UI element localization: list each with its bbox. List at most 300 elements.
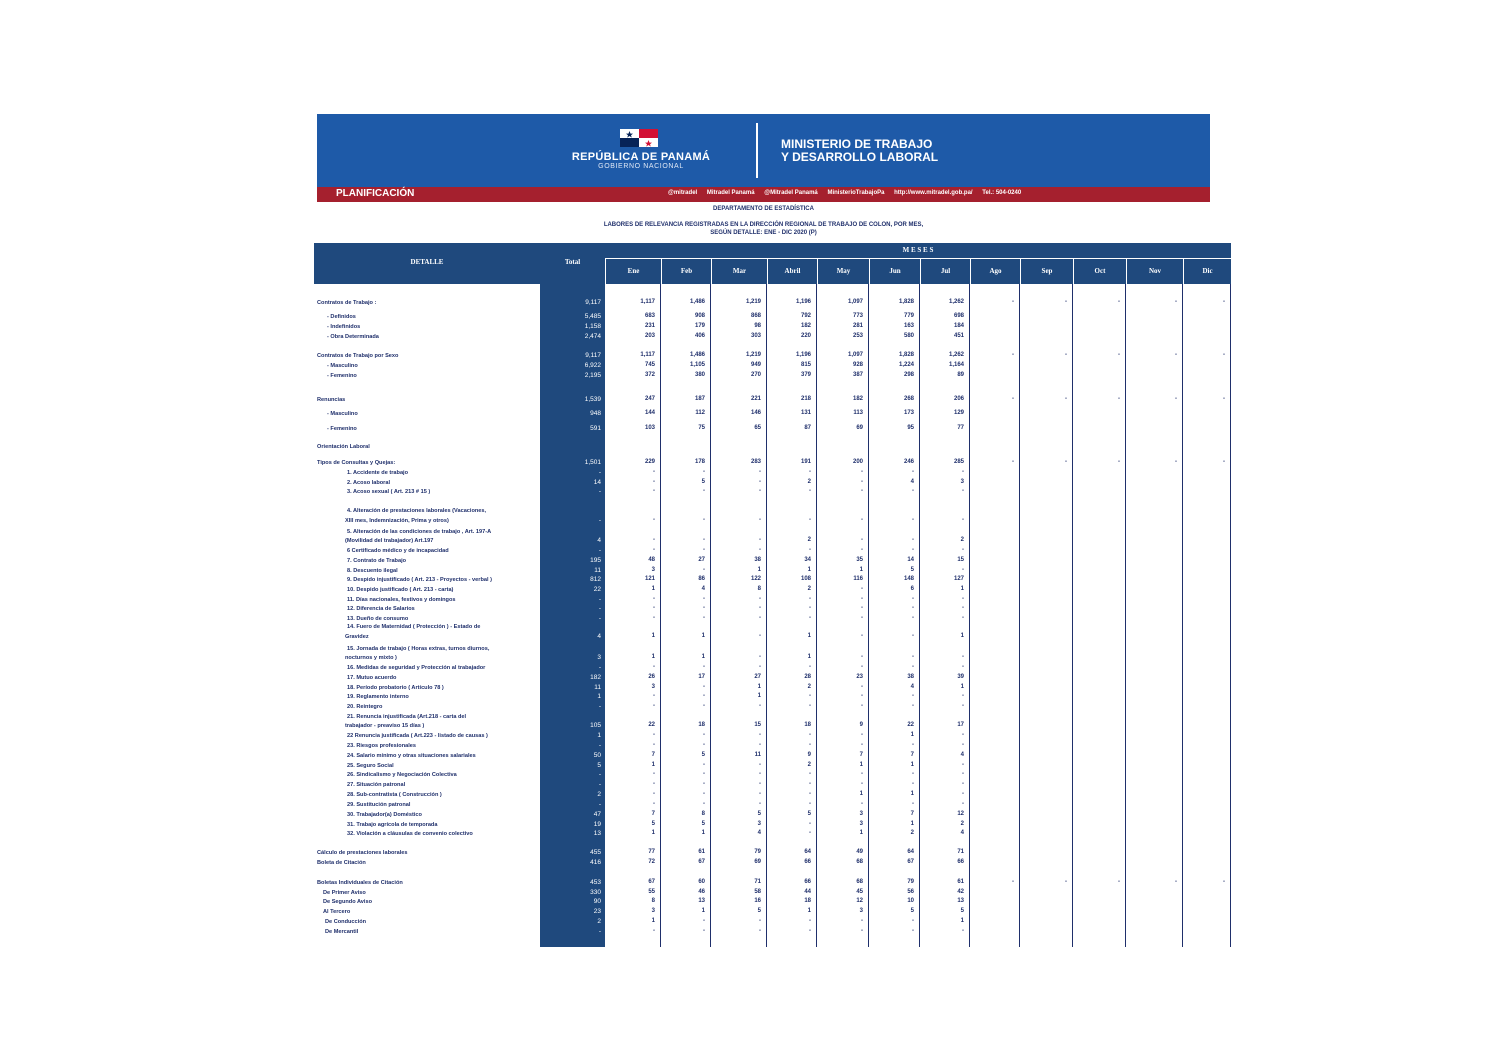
row-cell: - [703,732,705,738]
row-total: 14 [593,479,601,486]
row-cell: 2 [807,479,811,485]
column-divider [1182,284,1183,947]
row-cell: - [703,684,705,690]
row-cell: 1 [651,762,655,768]
row-cell: 17 [698,674,705,680]
row-label: 18. Período probatorio ( Artículo 78 ) [347,685,444,691]
row-cell: 98 [754,323,761,329]
row-cell: 48 [648,557,655,563]
row-label: - Definidos [327,314,356,320]
row-cell: 116 [853,576,863,582]
row-label: 5. Alteración de las condiciones de trabajo , Art. 197-A [347,529,492,535]
row-cell: 1 [807,567,811,573]
row-total: - [598,596,601,603]
row-cell: 372 [644,372,655,378]
row-cell: 229 [644,459,655,465]
row-cell: - [962,801,964,807]
row-label: XIII mes, Indemnización, Prima y otros) [345,518,449,524]
row-total: 195 [590,557,601,564]
social-links [668,190,1029,196]
row-cell: - [809,928,811,934]
row-cell: 108 [800,576,811,582]
row-cell: 1 [701,633,705,639]
row-cell: - [653,781,655,787]
row-cell: 1,219 [745,352,761,358]
row-cell: 3 [651,908,655,914]
row-cell: 148 [903,576,914,582]
row-cell: - [912,547,914,553]
row-cell: 7 [651,752,655,758]
row-cell: 1,196 [795,299,811,305]
row-cell: - [912,633,914,639]
row-cell: - [703,469,705,475]
row-cell: 1 [960,586,964,592]
row-cell: 15 [957,557,964,563]
row-cell: - [861,918,863,924]
row-cell: - [759,537,761,543]
row-cell: - [912,918,914,924]
row-cell: 22 [907,722,914,728]
header-month-0 [606,259,661,284]
row-cell: - [1175,352,1177,358]
row-cell: 6 [910,586,914,592]
row-cell: 1 [701,654,705,660]
row-total: - [598,517,601,524]
header-month-9 [1074,259,1126,284]
row-cell: 5 [757,908,761,914]
row-cell: - [861,633,863,639]
row-total: 416 [590,859,601,866]
row-label: De Primer Aviso [323,890,366,896]
social-facebook[interactable]: Mitradel Panamá [706,190,755,196]
row-cell: 281 [852,323,863,329]
row-total: 23 [593,908,601,915]
row-total: 1,158 [584,323,601,330]
row-cell: 1 [757,693,761,699]
row-total: - [598,615,601,622]
row-label: 20. Reintegro [347,704,383,710]
column-divider [710,284,711,947]
government-label: GOBIERNO NACIONAL [598,163,684,170]
row-cell: 3 [859,811,863,817]
row-cell: 1 [910,762,914,768]
row-total: 1 [597,693,601,700]
row-cell: 2 [807,586,811,592]
row-cell: - [861,684,863,690]
row-cell: 1,219 [745,299,761,305]
row-cell: - [759,469,761,475]
row-total: 5,485 [584,313,601,320]
row-cell: 5 [651,821,655,827]
social-twitter[interactable]: @mitradel [668,190,698,196]
row-cell: 187 [694,396,705,402]
row-label: 6 Certificado médico y de incapacidad [347,548,449,554]
report-title-line-1: LABORES DE RELEVANCIA REGISTRADAS EN LA DIRECCIÓN REGIONAL DE TRABAJO DE COLON, POR MES, [603,222,924,228]
row-cell: 247 [644,396,655,402]
row-cell: 7 [859,752,863,758]
row-cell: - [809,596,811,602]
row-cell: - [759,732,761,738]
social-phone: Tel.: 504-0240 [982,190,1022,196]
row-cell: 178 [694,459,705,465]
row-cell: 9 [807,752,811,758]
ministry-line-2: Y DESARROLLO LABORAL [781,150,939,164]
ministry-name [781,138,938,164]
row-cell: 1 [757,567,761,573]
row-cell: 34 [804,557,811,563]
row-cell: 69 [754,859,761,865]
row-cell: 46 [698,889,705,895]
row-cell: 60 [698,879,705,885]
header-month-label: Jul [940,267,951,275]
row-total: 2,195 [584,372,601,379]
row-cell: 18 [804,898,811,904]
row-cell: 3 [859,908,863,914]
row-cell: 121 [644,576,655,582]
row-cell: - [962,615,964,621]
row-cell: 18 [804,722,811,728]
row-cell: - [703,742,705,748]
row-cell: 8 [757,586,761,592]
row-label: 9. Despido injustificado ( Art. 213 - Proyectos - verbal ) [347,577,492,583]
row-cell: 2 [807,684,811,690]
row-cell: - [912,928,914,934]
row-cell: 55 [648,889,655,895]
row-total: 11 [594,567,601,574]
row-cell: - [962,488,964,494]
row-cell: - [653,703,655,709]
row-cell: 14 [907,557,914,563]
row-cell: - [703,781,705,787]
row-label: 30. Trabajador(a) Doméstico [347,812,422,818]
row-cell: 7 [910,752,914,758]
row-cell: 28 [804,674,811,680]
row-cell: - [703,488,705,494]
row-cell: - [912,654,914,660]
row-cell: - [759,547,761,553]
banner-divider [756,123,758,178]
row-cell: - [962,771,964,777]
row-cell: 5 [701,752,705,758]
row-cell: 387 [852,372,863,378]
header-month-3 [768,259,817,284]
row-cell: 253 [852,333,863,339]
row-cell: - [759,791,761,797]
row-total: 9,117 [585,352,601,359]
row-total: 1,539 [584,396,601,403]
column-divider [1072,284,1073,947]
row-cell: - [703,605,705,611]
country-name: REPÚBLICA DE PANAMÁ [571,151,711,163]
row-cell: 77 [648,849,655,855]
row-cell: 1,196 [795,352,811,358]
row-cell: 221 [750,396,761,402]
row-cell: 2 [807,762,811,768]
row-label: 26. Sindicalismo y Negociación Colectiva [347,772,457,778]
row-label: De Conducción [325,919,367,925]
row-cell: 64 [804,849,811,855]
row-cell: - [1065,352,1067,358]
row-cell: 12 [957,811,964,817]
row-cell: - [962,469,964,475]
social-website[interactable]: http://www.mitradel.gob.pa/ [894,190,973,196]
row-cell: - [861,693,863,699]
row-label: 11. Días nacionales, festivos y domingos [347,597,456,603]
row-label: Boletas Individuales de Citación [317,880,403,886]
row-label: 19. Reglamento interno [347,694,409,700]
row-cell: 3 [757,821,761,827]
row-cell: 9 [859,722,863,728]
row-cell: - [809,771,811,777]
row-cell: - [1223,459,1225,465]
row-cell: 184 [953,323,964,329]
row-cell: 1 [807,633,811,639]
row-cell: - [653,537,655,543]
header-detalle-label: DETALLE [410,258,444,266]
row-label: Boleta de Citación [317,860,366,866]
row-cell: - [809,517,811,523]
header-month-label: Sep [1041,267,1053,275]
row-cell: - [1118,396,1120,402]
row-cell: - [962,732,964,738]
row-cell: - [653,517,655,523]
row-cell: 163 [903,323,914,329]
row-total: 13 [593,830,601,837]
row-cell: - [1012,352,1014,358]
row-cell: 35 [856,557,863,563]
row-cell: - [1118,459,1120,465]
row-cell: - [962,928,964,934]
row-cell: - [809,547,811,553]
row-label: 10. Despido justificado ( Art. 213 - carta) [347,587,454,593]
row-cell: - [703,547,705,553]
column-divider [969,284,970,947]
row-label: - Masculino [327,363,358,369]
row-cell: 1,117 [640,352,655,358]
row-cell: - [962,605,964,611]
row-cell: 89 [957,372,964,378]
header-month-label: Abril [784,267,801,275]
row-cell: - [809,781,811,787]
row-cell: - [1065,879,1067,885]
row-cell: 68 [856,859,863,865]
row-cell: - [912,469,914,475]
row-label: Orientación Laboral [317,444,370,450]
row-cell: - [1175,879,1177,885]
row-cell: 1 [859,791,863,797]
row-cell: - [861,547,863,553]
row-cell: - [759,771,761,777]
social-youtube[interactable]: MinisterioTrabajoPa [827,190,885,196]
panama-flag-icon [620,129,658,147]
row-cell: - [759,605,761,611]
row-cell: - [653,615,655,621]
row-cell: 2 [960,821,964,827]
row-label: 13. Dueño de consumo [347,616,409,622]
department-title: DEPARTAMENTO DE ESTADÍSTICA [713,206,814,212]
ministry-line-1: MINISTERIO DE TRABAJO [781,137,933,151]
row-cell: 4 [910,479,914,485]
row-total: - [598,664,601,671]
row-cell: 1,486 [689,352,705,358]
row-cell: - [653,732,655,738]
row-cell: - [653,771,655,777]
row-cell: 1,262 [948,299,964,305]
row-cell: - [809,703,811,709]
row-cell: - [1223,299,1225,305]
row-cell: 1,224 [898,362,914,368]
row-cell: - [861,742,863,748]
row-cell: - [861,596,863,602]
row-cell: 179 [694,323,705,329]
row-total: - [598,771,601,778]
row-total: 47 [593,811,601,818]
row-cell: - [653,801,655,807]
row-cell: - [653,596,655,602]
row-cell: 39 [957,674,964,680]
row-cell: - [809,918,811,924]
row-cell: - [861,928,863,934]
row-cell: - [861,605,863,611]
row-cell: - [1118,352,1120,358]
row-cell: - [759,596,761,602]
row-cell: 12 [856,898,863,904]
row-label: 27. Situación patronal [347,782,406,788]
header-month-label: Mar [732,267,747,275]
row-cell: - [1118,299,1120,305]
row-label: Al Tercero [323,909,351,915]
row-cell: 1 [651,918,655,924]
header-month-10 [1127,259,1183,284]
row-total: 1,501 [584,459,601,466]
row-total: 455 [590,849,601,856]
row-cell: 13 [698,898,705,904]
row-cell: 42 [957,889,964,895]
row-cell: - [703,771,705,777]
row-cell: - [759,928,761,934]
row-cell: - [1065,299,1067,305]
row-cell: - [912,615,914,621]
row-cell: 2 [807,537,811,543]
row-cell: 146 [750,410,761,416]
row-cell: 268 [903,396,914,402]
row-cell: - [759,703,761,709]
header-month-label: Ene [627,267,640,275]
row-cell: - [759,615,761,621]
row-cell: 451 [953,333,964,339]
row-cell: - [653,547,655,553]
row-cell: 773 [852,313,863,319]
row-total: 1 [597,732,601,739]
row-cell: - [1012,299,1014,305]
row-total: 453 [590,879,601,886]
row-label: 7. Contrato de Trabajo [347,558,407,564]
row-cell: - [759,781,761,787]
row-cell: 270 [750,372,761,378]
row-cell: - [962,567,964,573]
row-cell: 5 [910,908,914,914]
row-total: 812 [590,576,601,583]
row-cell: 79 [754,849,761,855]
row-cell: 75 [698,425,705,431]
row-total: 2 [597,791,601,798]
header-month-4 [818,259,869,284]
row-cell: 379 [800,372,811,378]
row-cell: 1 [910,821,914,827]
row-label: - Femenino [327,426,357,432]
row-cell: - [809,605,811,611]
row-cell: - [912,703,914,709]
header-meses [605,243,1231,258]
row-cell: 15 [754,722,761,728]
row-cell: 1 [651,654,655,660]
row-cell: 206 [953,396,964,402]
row-cell: 1 [960,633,964,639]
row-cell: 191 [800,459,811,465]
row-total: 9,117 [585,299,601,306]
row-cell: 77 [957,425,964,431]
row-label: 14. Fuero de Maternidad ( Protección ) - Estado de [347,624,481,630]
row-cell: - [912,693,914,699]
row-total: - [598,703,601,710]
row-cell: - [759,918,761,924]
row-cell: - [962,596,964,602]
row-label: Contratos de Trabajo : [317,300,377,306]
row-cell: - [703,567,705,573]
row-cell: 285 [953,459,964,465]
social-instagram[interactable]: @Mitradel Panamá [764,190,818,196]
row-cell: - [703,693,705,699]
row-cell: - [962,703,964,709]
row-cell: 67 [698,859,705,865]
header-month-label: Nov [1148,267,1162,275]
row-cell: 87 [804,425,811,431]
row-cell: - [962,742,964,748]
row-cell: 4 [910,684,914,690]
row-cell: 779 [903,313,914,319]
row-cell: - [703,703,705,709]
row-cell: 4 [757,830,761,836]
row-cell: 1,262 [948,352,964,358]
row-total: - [598,469,601,476]
row-label: 1. Accidente de trabajo [347,470,409,476]
row-cell: 23 [856,674,863,680]
row-cell: 44 [804,889,811,895]
row-cell: 231 [644,323,655,329]
row-cell: 144 [644,410,655,416]
row-cell: 7 [651,811,655,817]
row-cell: 64 [907,849,914,855]
row-cell: - [962,664,964,670]
row-cell: - [912,605,914,611]
row-total: - [598,488,601,495]
row-label: Contratos de Trabajo por Sexo [317,353,399,359]
row-cell: - [1175,459,1177,465]
header-meses-label: M E S E S [902,246,934,254]
row-cell: 1 [807,908,811,914]
row-cell: 3 [651,684,655,690]
row-cell: 1,097 [847,352,863,358]
row-label: 17. Mutuo acuerdo [347,675,397,681]
row-cell: 112 [695,410,705,416]
row-cell: - [861,537,863,543]
row-cell: - [809,615,811,621]
row-cell: - [809,693,811,699]
row-cell: 65 [754,425,761,431]
row-cell: 66 [957,859,964,865]
row-label: Tipos de Consultas y Quejas: [317,460,396,466]
header-month-label: Feb [680,267,693,275]
